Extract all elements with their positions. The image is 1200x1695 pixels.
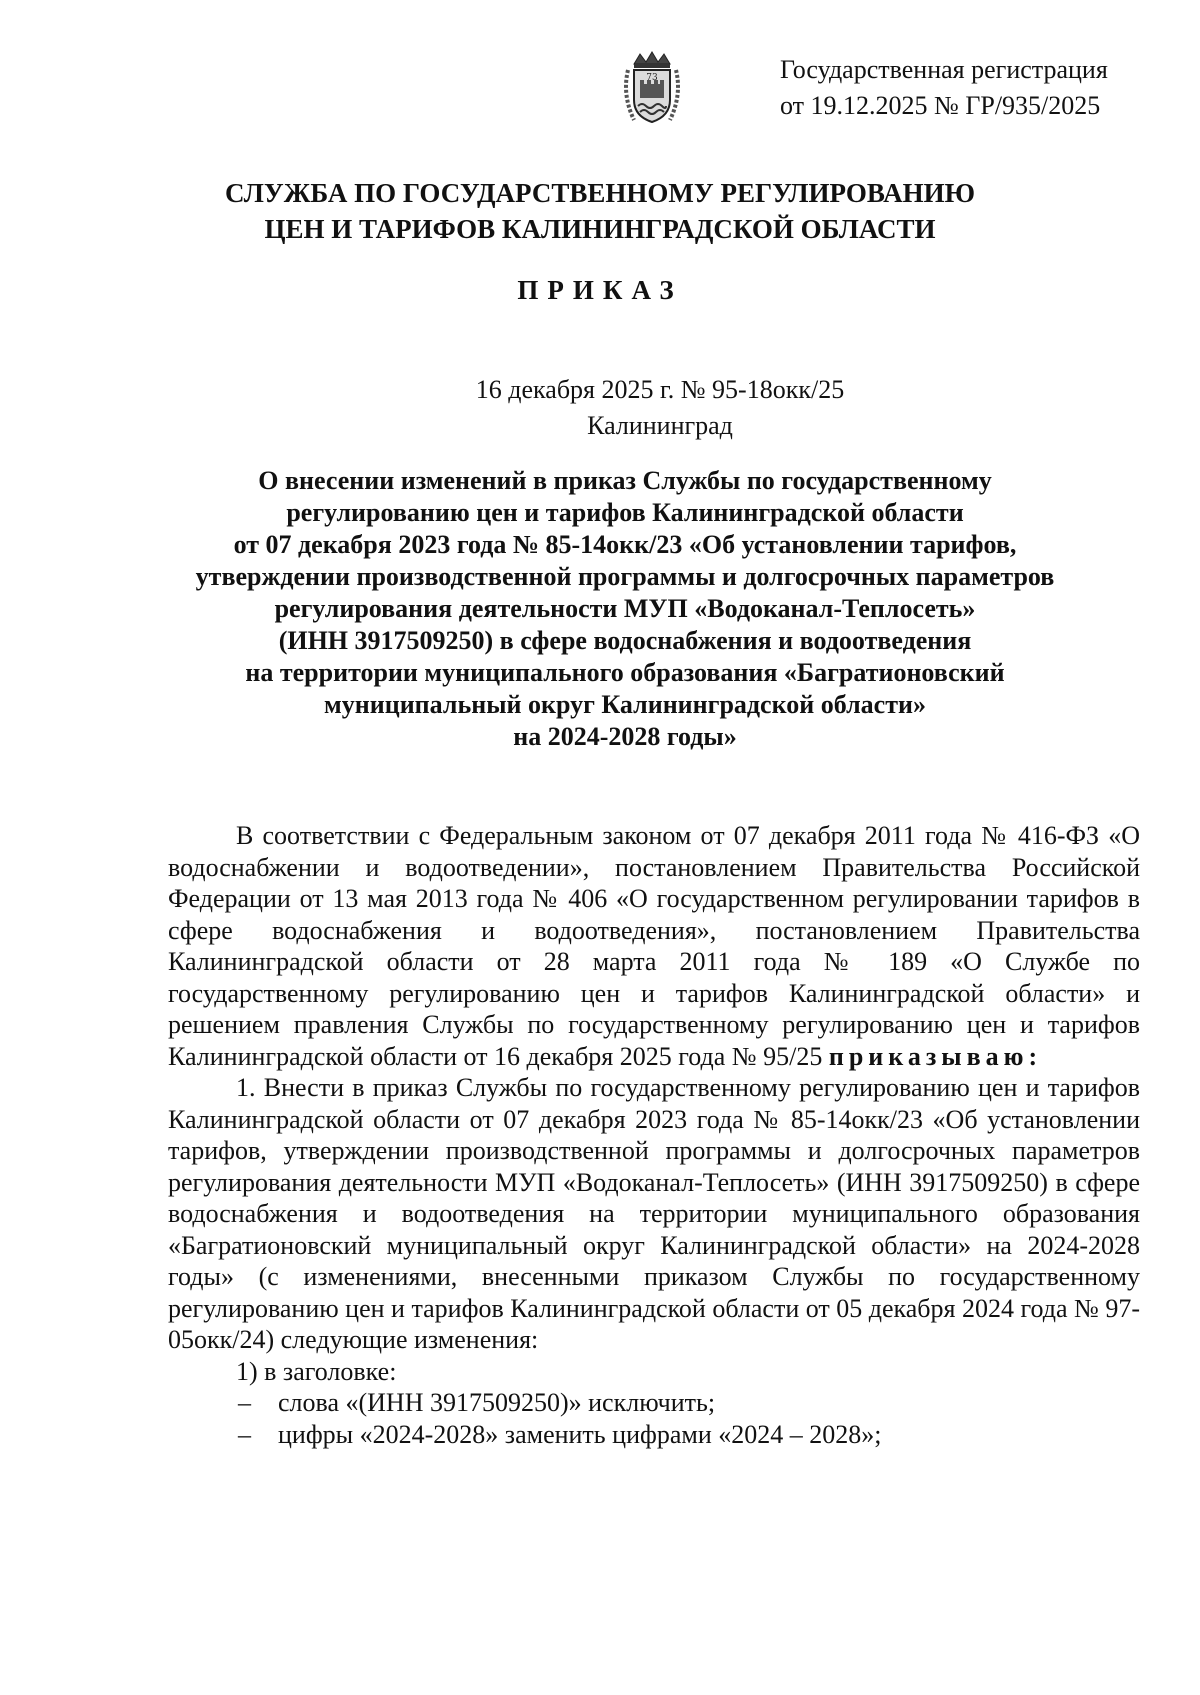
preamble-paragraph <box>168 820 1140 1072</box>
sub-item-1: 1) в заголовке: <box>236 1356 397 1386</box>
coat-of-arms-icon <box>620 50 684 128</box>
document-city: Калининград <box>587 411 733 440</box>
subject-line: регулирования деятельности МУП «Водоканал-Теплосеть» <box>274 594 976 623</box>
preamble-text: В соответствии с Федеральным законом от 07 декабря 2011 года № 416-ФЗ «О водоснабжении и водоотведении», постановлением Правительства Российской Федерации от 13 мая 2013 года № 406 «О государственном регулировании тарифов в сфере водоснабжения и водоотведения», постановлением Правительства Калининградской области от 28 марта 2011 года № 189 «О Службе по государственному регулированию цен и тарифов Калининградской области» и решением правления Службы по государственному регулированию цен и тарифов Калининградской области от 16 декабря 2025 года № 95/25 <box>168 821 1140 1071</box>
list-item-text: слова «(ИНН 3917509250)» исключить; <box>278 1388 716 1417</box>
registration-line-1: Государственная регистрация <box>780 55 1108 84</box>
subject-line: регулированию цен и тарифов Калининградской области <box>286 498 964 527</box>
item-1-paragraph: 1. Внести в приказ Службы по государственному регулированию цен и тарифов Калининградской области от 07 декабря 2023 года № 85-14окк/23 «Об установлении тарифов, утверждении производственной программы и долгосрочных параметров регулирования деятельности МУП «Водоканал-Теплосеть» (ИНН 3917509250) в сфере водоснабжения и водоотведения на территории муниципального образования «Багратионовский муниципальный округ Калининградской области» на 2024-2028 годы» (с изменениями, внесенными приказом Службы по государственному регулированию цен и тарифов Калининградской области от 05 декабря 2024 года № 97-05окк/24) следующие изменения: <box>168 1073 1140 1354</box>
order-word: приказываю: <box>828 1041 1043 1071</box>
list-item-text: цифры «2024-2028» заменить цифрами «2024 – 2028»; <box>278 1419 882 1449</box>
document-date-number: 16 декабря 2025 г. № 95-18окк/25 <box>475 375 845 404</box>
document-type-heading: ПРИКАЗ <box>517 275 683 305</box>
agency-name <box>0 175 1200 247</box>
subject-line: на территории муниципального образования «Багратионовский <box>245 658 1005 687</box>
registration-stamp <box>780 52 1108 124</box>
dash-marker: – <box>238 1388 251 1417</box>
document-subject <box>150 465 1100 753</box>
subject-line: (ИНН 3917509250) в сфере водоснабжения и водоотведения <box>278 626 972 655</box>
list-item <box>168 1387 1140 1419</box>
subject-line: утверждении производственной программы и долгосрочных параметров <box>195 562 1055 591</box>
subject-line: от 07 декабря 2023 года № 85-14окк/23 «Об установлении тарифов, <box>233 530 1017 559</box>
list-item <box>168 1419 1140 1451</box>
document-body <box>168 820 1140 1450</box>
document-meta <box>0 372 1200 444</box>
svg-text:73: 73 <box>646 73 658 83</box>
subject-line: О внесении изменений в приказ Службы по государственному <box>258 466 992 495</box>
subject-line: муниципальный округ Калининградской области» <box>324 690 926 719</box>
agency-name-line-1: СЛУЖБА ПО ГОСУДАРСТВЕННОМУ РЕГУЛИРОВАНИЮ <box>224 178 976 208</box>
agency-name-line-2: ЦЕН И ТАРИФОВ КАЛИНИНГРАДСКОЙ ОБЛАСТИ <box>264 214 936 244</box>
subject-line: на 2024-2028 годы» <box>513 722 737 751</box>
dash-marker: – <box>238 1419 251 1449</box>
registration-line-2: от 19.12.2025 № ГР/935/2025 <box>780 91 1101 120</box>
